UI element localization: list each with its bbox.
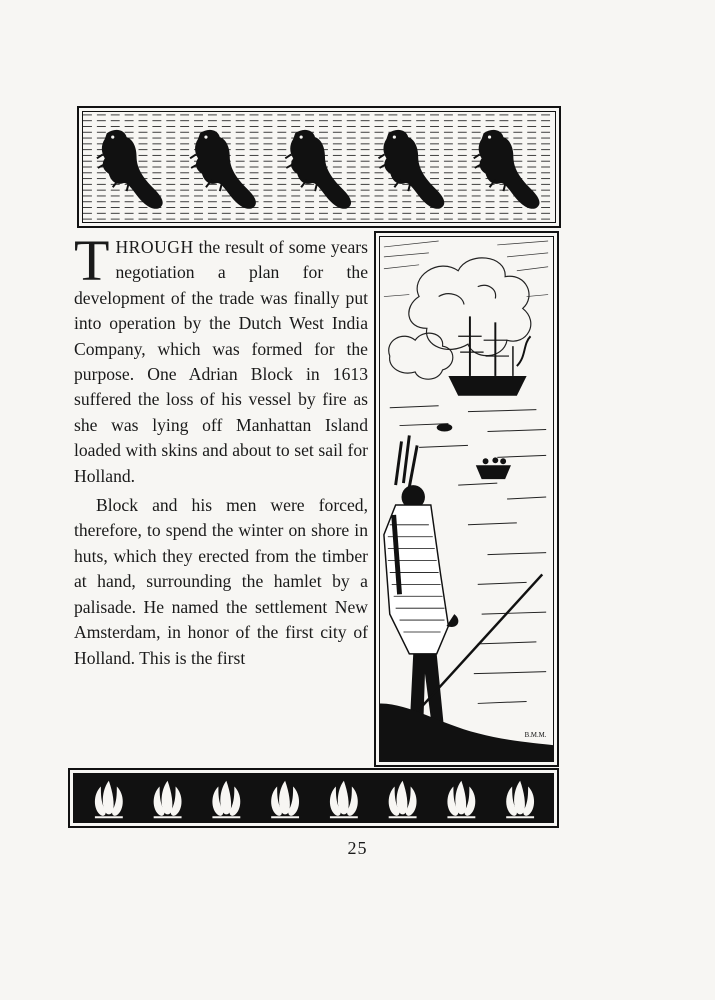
smoke-clouds bbox=[389, 258, 531, 379]
tulip-frieze-inner bbox=[73, 773, 554, 823]
tulip-icon bbox=[212, 781, 240, 818]
beaver-frieze-art bbox=[83, 112, 555, 222]
rowboats bbox=[437, 424, 511, 480]
tulip-icon bbox=[95, 781, 123, 818]
page-number: 25 bbox=[347, 838, 368, 858]
drop-cap: T bbox=[74, 228, 110, 293]
illustration-burning-ship bbox=[374, 231, 559, 767]
tulip-icon bbox=[447, 781, 475, 818]
tulip-icon bbox=[271, 781, 299, 818]
beaver-frieze-inner bbox=[82, 111, 556, 223]
tulip-frieze bbox=[68, 768, 559, 828]
body-text bbox=[74, 228, 368, 671]
ship bbox=[448, 316, 530, 395]
illustration-art bbox=[380, 237, 553, 761]
paragraph-1 bbox=[74, 228, 368, 489]
paragraph-2: Block and his men were forced, therefore, to spend the winter on shore in huts, which they erected from the timber at hand, surrounding the hamlet by a palisade. He named the settlement New Amsterdam, in honor of the first city of Holland. This is the first bbox=[74, 495, 368, 668]
illustration-inner bbox=[379, 236, 554, 762]
tulip-frieze-art bbox=[73, 773, 554, 823]
tulip-icon bbox=[389, 781, 417, 818]
paragraph-1-text: the result of some years negotiation a plan for the development of the trade was finally put into operation by the Dutch West India Company, which was formed for the purpose. One Adrian Block in 1613 suffered the loss of his vessel by fire as she was lying off Manhattan Island loaded with skins and about to set sail for Holland. bbox=[74, 237, 368, 486]
paragraph-1-lead: HROUGH bbox=[115, 237, 194, 257]
beaver-frieze bbox=[77, 106, 561, 228]
native-figure bbox=[384, 435, 542, 733]
artist-signature: B.M.M. bbox=[524, 732, 547, 740]
sky-hatching bbox=[384, 241, 548, 297]
tulip-icon bbox=[154, 781, 182, 818]
tulip-icon bbox=[330, 781, 358, 818]
tulip-icon bbox=[506, 781, 534, 818]
